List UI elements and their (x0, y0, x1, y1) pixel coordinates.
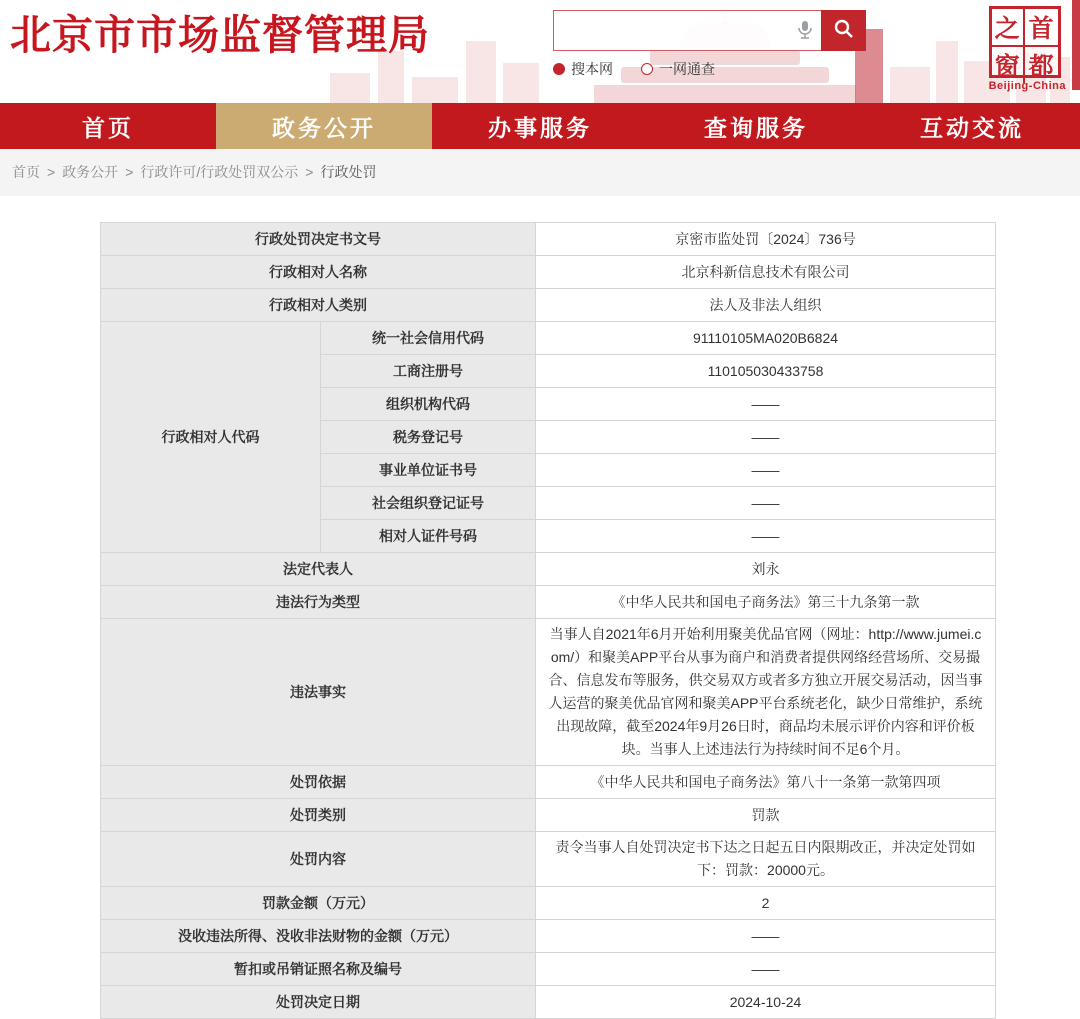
row-label: 行政相对人类别 (101, 289, 536, 322)
nav-tab[interactable]: 政务公开 (216, 103, 432, 149)
row-label: 相对人证件号码 (321, 520, 536, 553)
table-row (101, 986, 996, 1019)
radio-icon[interactable] (641, 63, 653, 75)
search-scope-label: 搜本网 (571, 61, 613, 77)
table-row (101, 619, 996, 766)
row-value: 罚款 (536, 799, 996, 832)
table-row (101, 256, 996, 289)
nav-tab[interactable]: 互动交流 (920, 114, 1024, 141)
row-label: 违法事实 (101, 619, 536, 766)
row-label: 违法行为类型 (101, 586, 536, 619)
table-row (101, 953, 996, 986)
row-label: 统一社会信用代码 (321, 322, 536, 355)
search-button[interactable] (821, 10, 866, 51)
table-row (101, 322, 996, 355)
row-value: 《中华人民共和国电子商务法》第八十一条第一款第四项 (536, 766, 996, 799)
row-value: 当事人自2021年6月开始利用聚美优品官网（网址：http://www.jumei.com/）和聚美APP平台从事为商户和消费者提供网络经营场所、交易撮合、信息发布等服务，供交易双方或者多方独立开展交易活动，因当事人运营的聚美优品官网和聚美APP平台系统老化，缺少日常维护，系统出现故障，截至2024年9月26日时，商品均未展示评价内容和评价板块。当事人上述违法行为持续时间不足6个月。 (536, 619, 996, 766)
seal-caption: Beijing-China (988, 80, 1066, 92)
row-value: —— (536, 388, 996, 421)
breadcrumb-item[interactable]: 政务公开 (62, 164, 119, 180)
row-value: 京密市监处罚〔2024〕736号 (536, 223, 996, 256)
row-label: 罚款金额（万元） (101, 887, 536, 920)
main-nav (0, 103, 1080, 149)
row-value: 北京科新信息技术有限公司 (536, 256, 996, 289)
breadcrumb-item[interactable]: 行政许可/行政处罚双公示 (140, 164, 299, 180)
row-label: 税务登记号 (321, 421, 536, 454)
table-row (101, 766, 996, 799)
row-value: —— (536, 520, 996, 553)
search-scope-label: 一网通查 (659, 61, 715, 77)
row-value: 2 (536, 887, 996, 920)
row-value: —— (536, 487, 996, 520)
row-label: 工商注册号 (321, 355, 536, 388)
breadcrumb-item: 行政处罚 (320, 164, 377, 180)
row-value: 法人及非法人组织 (536, 289, 996, 322)
table-row (101, 920, 996, 953)
table-row (101, 223, 996, 256)
microphone-icon[interactable] (797, 20, 813, 45)
row-value: —— (536, 421, 996, 454)
row-value: 2024-10-24 (536, 986, 996, 1019)
nav-tab[interactable]: 查询服务 (704, 114, 808, 141)
table-row (101, 586, 996, 619)
row-value: —— (536, 920, 996, 953)
row-label: 处罚类别 (101, 799, 536, 832)
search-input[interactable] (553, 10, 821, 51)
row-label: 行政处罚决定书文号 (101, 223, 536, 256)
breadcrumb (0, 149, 1080, 196)
row-value: —— (536, 953, 996, 986)
seal-character: 窗 (992, 47, 1025, 83)
breadcrumb-separator: > (47, 164, 56, 180)
row-label: 处罚依据 (101, 766, 536, 799)
row-value: 刘永 (536, 553, 996, 586)
row-label: 没收违法所得、没收非法财物的金额（万元） (101, 920, 536, 953)
nav-tab[interactable]: 首页 (82, 114, 134, 141)
row-label: 法定代表人 (101, 553, 536, 586)
row-value: 责令当事人自处罚决定书下达之日起五日内限期改正，并决定处罚如下：罚款：20000元。 (536, 832, 996, 887)
row-label: 事业单位证书号 (321, 454, 536, 487)
seal-character: 都 (1028, 54, 1054, 81)
site-title: 北京市市场监督管理局 (10, 12, 430, 58)
table-row (101, 799, 996, 832)
breadcrumb-separator: > (305, 164, 314, 180)
row-label: 处罚内容 (101, 832, 536, 887)
table-row (101, 832, 996, 887)
table-row (101, 553, 996, 586)
table-row (101, 289, 996, 322)
content-area (0, 196, 1080, 1019)
row-label: 暂扣或吊销证照名称及编号 (101, 953, 536, 986)
group-label: 行政相对人代码 (101, 322, 321, 553)
row-value: 《中华人民共和国电子商务法》第三十九条第一款 (536, 586, 996, 619)
seal-character: 之 (992, 9, 1025, 47)
breadcrumb-item[interactable]: 首页 (12, 164, 40, 180)
penalty-table (100, 222, 996, 1019)
search-icon (833, 18, 855, 43)
seal-grid (989, 6, 1061, 81)
seal-character: 首 (1025, 9, 1058, 47)
search-scope-radios (553, 59, 866, 79)
search-area (553, 10, 866, 79)
breadcrumb-separator: > (125, 164, 134, 180)
row-label: 组织机构代码 (321, 388, 536, 421)
row-value: 91110105MA020B6824 (536, 322, 996, 355)
capital-window-seal (989, 6, 1066, 92)
nav-tab[interactable]: 办事服务 (488, 114, 592, 141)
search-scope-option[interactable] (641, 59, 715, 79)
row-value: 110105030433758 (536, 355, 996, 388)
search-scope-option[interactable] (553, 59, 613, 79)
row-label: 处罚决定日期 (101, 986, 536, 1019)
row-label: 社会组织登记证号 (321, 487, 536, 520)
row-value: —— (536, 454, 996, 487)
radio-icon[interactable] (553, 63, 565, 75)
row-label: 行政相对人名称 (101, 256, 536, 289)
table-row (101, 887, 996, 920)
site-header (0, 0, 1080, 103)
